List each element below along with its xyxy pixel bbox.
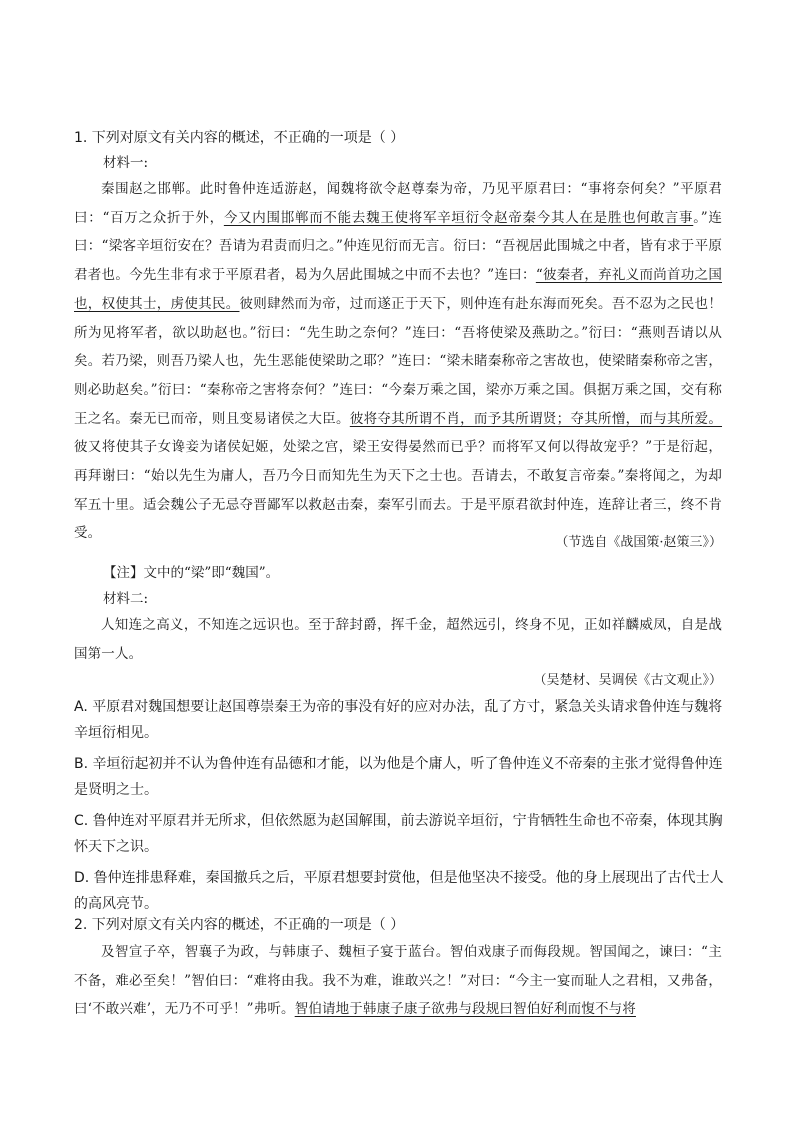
underlined-sentence: 智伯请地于韩康子康子欲弗与段规曰智伯好利而愎不与将: [294, 1001, 636, 1018]
material-2-label: 材料二:: [103, 591, 149, 607]
passage-text: 彼则肆然而为帝，过而遂正于天下，则仲连有赴东海而死矣。吾不忍为之民也！所为见将军者，欲以助赵也。”衍曰：“先生助之奈何？”连曰：“吾将使梁及燕助之。”衍曰：“燕则吾请以从矣。若乃梁，则吾乃梁人也，先生恶能使梁助之耶？”连曰：“梁未睹秦称帝之害故也，使梁睹秦称帝之害，则必助赵矣。”衍曰：“秦称帝之害将奈何？”连曰：“今秦万乘之国，梁亦万乘之国。俱据万乘之国，交有称王之名。秦无已而帝，则且变易诸侯之大臣。: [74, 295, 722, 427]
question-2-stem: 2. 下列对原文有关内容的概述，不正确的一项是（ ）: [74, 917, 405, 933]
material-2-paragraph: 人知连之高义，不知连之远识也。至于辞封爵，挥千金，超然远引，终身不见，正如祥麟威凤，自是战国第一人。: [74, 617, 722, 662]
passage-text: 及智宣子卒，智襄子为政，与韩康子、魏桓子宴于蓝台。智伯戏康子而侮段规。智国闻之，谏曰：“主不备，难必至矣！”智伯曰：“难将由我。我不为难，谁敢兴之！”对曰：“今主一宴而耻人之君相，又弗备，曰‘不敢兴难’，无乃不可乎！”弗听。: [74, 944, 722, 1018]
material-1-paragraph: [74, 175, 722, 548]
option-b[interactable]: B. 辛垣衍起初并不认为鲁仲连有品德和才能，以为他是个庸人，听了鲁仲连义不帝秦的主张才觉得鲁仲连是贤明之士。: [74, 756, 723, 798]
option-a[interactable]: A. 平原君对魏国想要让赵国尊崇秦王为帝的事没有好的应对办法，乱了方寸，紧急关头请求鲁仲连与魏将辛垣衍相见。: [74, 699, 723, 741]
underlined-sentence: 今又内围邯郸而不能去魏王使将军辛垣衍令赵帝秦今其人在是胜也何敢言事: [223, 209, 694, 226]
passage-text: 彼又将使其子女谗妾为诸侯妃姬，处梁之宫，梁王安得晏然而已乎？而将军又何以得故宠乎？”于是衍起，再拜谢曰：“始以先生为庸人，吾乃今日而知先生为天下之士也。吾请去，不敢复言帝秦。”秦将闻之，为却军五十里。适会魏公子无忌夺晋鄙军以救赵击秦，秦军引而去。于是平原君欲封仲连，连辞让者三，终不肯受。: [74, 439, 722, 542]
option-c[interactable]: C. 鲁仲连对平原君并无所求，但依然愿为赵国解围，前去游说辛垣衍，宁肯牺牲生命也不帝秦，体现其胸怀天下之识。: [74, 813, 723, 855]
material-1-label: 材料一:: [103, 155, 149, 171]
underlined-sentence: “彼秦者，弃礼义而尚首功之国也，权使其士，虏使其民。: [74, 267, 722, 312]
source-2: （吴楚材、吴调侯《古文观止》）: [533, 673, 722, 688]
question-1-options: [74, 695, 726, 923]
passage-text: 。”连曰：“梁客辛垣衍安在？吾请为君责而归之。”仲连见衍而无言。衍曰：“吾视居此围城之中者，皆有求于平原君者也。今先生非有求于平原君者，曷为久居此围城之中而不去也？”连曰：: [74, 209, 722, 284]
annotation-note: 【注】文中的“梁”即“魏国”。: [103, 565, 280, 581]
question-2-paragraph: [74, 938, 722, 1024]
underlined-sentence: 彼将夺其所谓不肖，而予其所谓贤；夺其所憎，而与其所爱。: [349, 410, 723, 427]
option-d[interactable]: D. 鲁仲连排患释难，秦国撤兵之后，平原君想要封赏他，但是他坚决不接受。他的身上展现出了古代士人的高风亮节。: [74, 870, 724, 912]
source-1: （节选自《战国策·赵策三》）: [555, 535, 722, 550]
material-1-passage: [74, 175, 722, 548]
passage-text: 秦围赵之邯郸。此时鲁仲连适游赵，闻魏将欲令赵尊秦为帝，乃见平原君曰：“事将奈何矣？”平原君曰：“百万之众折于外，: [74, 181, 722, 226]
material-2-passage: [74, 611, 722, 668]
question-2-passage: [74, 938, 722, 1024]
question-1-stem: 1. 下列对原文有关内容的概述，不正确的一项是（ ）: [74, 130, 405, 146]
